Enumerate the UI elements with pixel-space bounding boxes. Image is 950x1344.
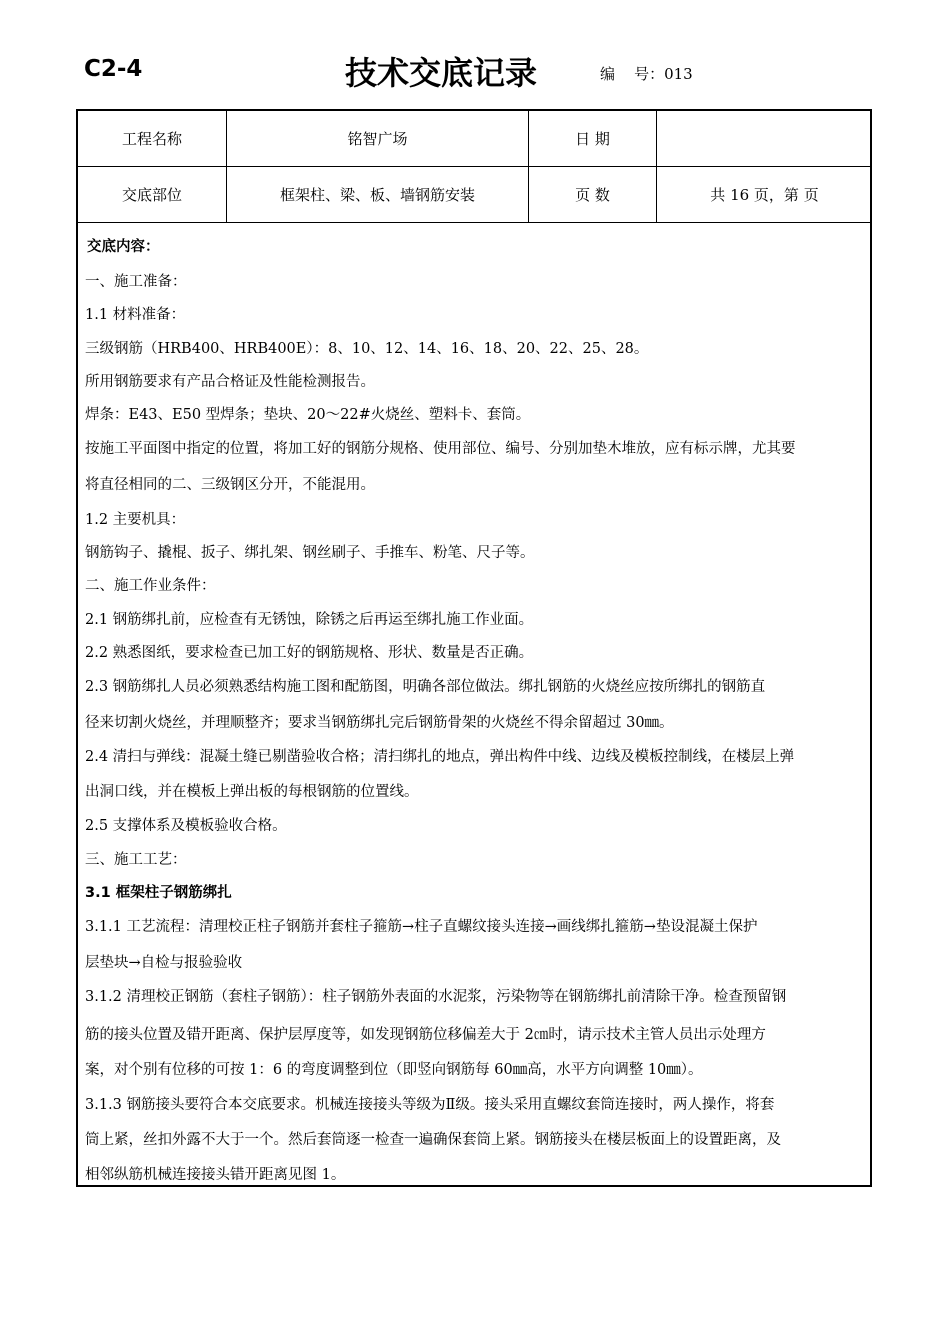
project-value: 铭智广场 xyxy=(227,111,529,166)
content-line: 2.1 钢筋绑扎前，应检查有无锈蚀，除锈之后再运至绑扎施工作业面。 xyxy=(85,612,534,628)
info-row-project xyxy=(78,111,870,167)
content-line: 2.3 钢筋绑扎人员必须熟悉结构施工图和配筋图，明确各部位做法。绑扎钢筋的火烧丝应按所绑扎的钢筋直 xyxy=(85,679,766,695)
content-line: 层垫块→自检与报验验收 xyxy=(85,955,243,971)
content-line: 二、施工作业条件： xyxy=(85,578,216,594)
content-line: 焊条：E43、E50 型焊条；垫块、20～22#火烧丝、塑料卡、套筒。 xyxy=(85,407,531,423)
content-line: 钢筋钩子、撬棍、扳子、绑扎架、钢丝刷子、手推车、粉笔、尺子等。 xyxy=(85,545,535,561)
content-line: 径来切割火烧丝，并理顺整齐；要求当钢筋绑扎完后钢筋骨架的火烧丝不得余留超过 30㎜。 xyxy=(85,715,674,731)
content-line: 筒上紧，丝扣外露不大于一个。然后套筒逐一检查一遍确保套筒上紧。钢筋接头在楼层板面上的设置距离，及 xyxy=(85,1132,781,1148)
content-line: 1.1 材料准备： xyxy=(85,307,186,323)
pages-value: 共 16 页，第 页 xyxy=(710,186,819,204)
document-title: 技术交底记录 xyxy=(345,54,538,92)
section-heading: 3.1 框架柱子钢筋绑扎 xyxy=(85,885,232,901)
content-line: 2.4 清扫与弹线：混凝土缝已剔凿验收合格；清扫绑扎的地点，弹出构件中线、边线及模板控制线，在楼层上弹 xyxy=(85,749,795,765)
form-code: C2-4 xyxy=(84,56,143,82)
content-line: 出洞口线，并在模板上弹出板的每根钢筋的位置线。 xyxy=(85,784,419,800)
pages-label: 页 数 xyxy=(529,167,657,222)
content-line: 2.5 支撑体系及模板验收合格。 xyxy=(85,818,287,834)
part-label: 交底部位 xyxy=(78,167,227,222)
date-label: 日 期 xyxy=(529,111,657,166)
serial-number: 编 号：013 xyxy=(600,65,693,83)
project-label: 工程名称 xyxy=(78,111,227,166)
content-line: 所用钢筋要求有产品合格证及性能检测报告。 xyxy=(85,374,375,390)
content-line: 相邻纵筋机械连接接头错开距离见图 1。 xyxy=(85,1167,346,1183)
content-line: 三级钢筋（HRB400、HRB400E）：8、10、12、14、16、18、20、22、25、28。 xyxy=(85,341,649,357)
content-line: 3.1.2 清理校正钢筋（套柱子钢筋）：柱子钢筋外表面的水泥浆，污染物等在钢筋绑扎前清除干净。检查预留钢 xyxy=(85,989,787,1005)
content-heading: 交底内容： xyxy=(87,239,160,255)
content-line: 2.2 熟悉图纸，要求检查已加工好的钢筋规格、形状、数量是否正确。 xyxy=(85,645,534,661)
content-line: 3.1.1 工艺流程：清理校正柱子钢筋并套柱子箍筋→柱子直螺纹接头连接→画线绑扎箍筋→垫设混凝土保护 xyxy=(85,919,758,935)
content-line: 三、施工工艺： xyxy=(85,852,187,868)
content-line: 按施工平面图中指定的位置，将加工好的钢筋分规格、使用部位、编号、分别加垫木堆放，应有标示牌，尤其要 xyxy=(85,441,796,457)
record-form xyxy=(76,109,872,1187)
content-line: 一、施工准备： xyxy=(85,274,187,290)
content-line: 1.2 主要机具： xyxy=(85,512,186,528)
content-line: 筋的接头位置及错开距离、保护层厚度等，如发现钢筋位移偏差大于 2㎝时，请示技术主管人员出示处理方 xyxy=(85,1027,766,1043)
part-value: 框架柱、梁、板、墙钢筋安装 xyxy=(227,167,529,222)
content-line: 将直径相同的二、三级钢区分开，不能混用。 xyxy=(85,477,375,493)
content-line: 案，对个别有位移的可按 1：6 的弯度调整到位（即竖向钢筋每 60㎜高，水平方向调整 10㎜）。 xyxy=(85,1062,703,1078)
info-row-part xyxy=(78,167,870,223)
date-value xyxy=(657,111,872,166)
content-line: 3.1.3 钢筋接头要符合本交底要求。机械连接接头等级为Ⅱ级。接头采用直螺纹套筒连接时，两人操作，将套 xyxy=(85,1097,775,1113)
